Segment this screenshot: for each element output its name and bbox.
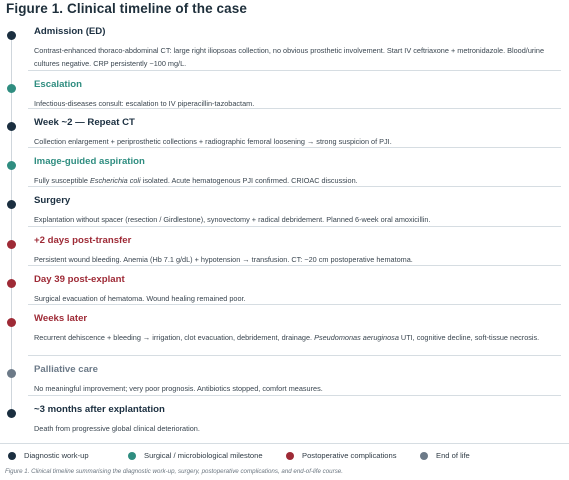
event-divider bbox=[28, 226, 561, 227]
event-description: Infectious-diseases consult: escalation to IV piperacillin-tazobactam. bbox=[34, 99, 255, 108]
event-title: Escalation bbox=[34, 79, 82, 90]
event-description: Death from progressive global clinical deterioration. bbox=[34, 424, 200, 433]
event-description: Explantation without spacer (resection / Girdlestone), synovectomy + radical debridement. Planned 6-week oral amoxicillin. bbox=[34, 215, 431, 224]
legend-swatch bbox=[286, 452, 294, 460]
figure-title: Figure 1. Clinical timeline of the case bbox=[6, 1, 247, 16]
event-divider bbox=[28, 265, 561, 266]
event-description: Contrast-enhanced thoraco-abdominal CT: large right iliopsoas collection, no obvious prosthetic involvement. Start IV ceftriaxone + metronidazole. Blood/urine cultures negative. CRP persistently ~100 mg/L. bbox=[34, 46, 545, 68]
legend-label: Diagnostic work-up bbox=[24, 451, 89, 460]
timeline-marker-diagnostic bbox=[7, 122, 16, 131]
event-title: +2 days post-transfer bbox=[34, 235, 132, 246]
timeline-marker-diagnostic bbox=[7, 200, 16, 209]
event-divider bbox=[28, 395, 561, 396]
event-description: No meaningful improvement; very poor prognosis. Antibiotics stopped, comfort measures. bbox=[34, 384, 323, 393]
event-divider bbox=[28, 186, 561, 187]
figure-caption: Figure 1. Clinical timeline summarising the diagnostic work-up, surgery, postoperative complications, and end-of-life course. bbox=[5, 468, 343, 475]
legend-swatch bbox=[128, 452, 136, 460]
event-divider bbox=[28, 70, 561, 71]
legend-divider bbox=[0, 443, 569, 444]
legend-item-diagnostic bbox=[8, 451, 89, 460]
event-description-text: isolated. Acute hematogenous PJI confirmed. CRIOAC discussion. bbox=[140, 176, 358, 185]
timeline-marker-complication bbox=[7, 318, 16, 327]
event-description-text: Recurrent dehiscence + bleeding → irrigation, clot evacuation, debridement, drainage. bbox=[34, 333, 315, 342]
organism-name: Escherichia coli bbox=[89, 176, 141, 185]
event-description: Persistent wound bleeding. Anemia (Hb 7.1 g/dL) + hypotension → transfusion. CT: ~20 cm postoperative hematoma. bbox=[34, 255, 413, 264]
event-description-text: Fully susceptible bbox=[34, 176, 90, 185]
legend-item-end-of-life bbox=[420, 451, 470, 460]
legend bbox=[0, 451, 569, 463]
event-description-text: UTI, cognitive decline, soft-tissue necrosis. bbox=[398, 333, 540, 342]
event-description: Surgical evacuation of hematoma. Wound healing remained poor. bbox=[34, 294, 246, 303]
event-title: Weeks later bbox=[34, 313, 88, 324]
event-title: Image-guided aspiration bbox=[34, 156, 145, 167]
event-title: Palliative care bbox=[34, 364, 99, 375]
event-title: ~3 months after explantation bbox=[34, 404, 165, 415]
event-divider bbox=[28, 355, 561, 356]
timeline-marker-diagnostic bbox=[7, 409, 16, 418]
event-title: Week ~2 — Repeat CT bbox=[34, 117, 135, 128]
timeline-marker-milestone bbox=[7, 161, 16, 170]
event-title: Day 39 post-explant bbox=[34, 274, 125, 285]
legend-label: Postoperative complications bbox=[302, 451, 397, 460]
legend-swatch bbox=[8, 452, 16, 460]
legend-item-milestone bbox=[128, 451, 263, 460]
event-title: Surgery bbox=[34, 195, 71, 206]
organism-name: Pseudomonas aeruginosa bbox=[314, 333, 399, 342]
event-divider bbox=[28, 108, 561, 109]
legend-label: Surgical / microbiological milestone bbox=[144, 451, 263, 460]
event-description: Collection enlargement + periprosthetic collections + radiographic femoral loosening → strong suspicion of PJI. bbox=[34, 137, 392, 146]
legend-swatch bbox=[420, 452, 428, 460]
timeline-marker-milestone bbox=[7, 84, 16, 93]
timeline-marker-complication bbox=[7, 240, 16, 249]
legend-item-complication bbox=[286, 451, 397, 460]
timeline-marker-end-of-life bbox=[7, 369, 16, 378]
timeline-marker-diagnostic bbox=[7, 31, 16, 40]
event-title: Admission (ED) bbox=[34, 26, 106, 37]
event-description bbox=[34, 331, 556, 344]
legend-label: End of life bbox=[436, 451, 470, 460]
event-divider bbox=[28, 147, 561, 148]
event-divider bbox=[28, 304, 561, 305]
timeline-marker-complication bbox=[7, 279, 16, 288]
